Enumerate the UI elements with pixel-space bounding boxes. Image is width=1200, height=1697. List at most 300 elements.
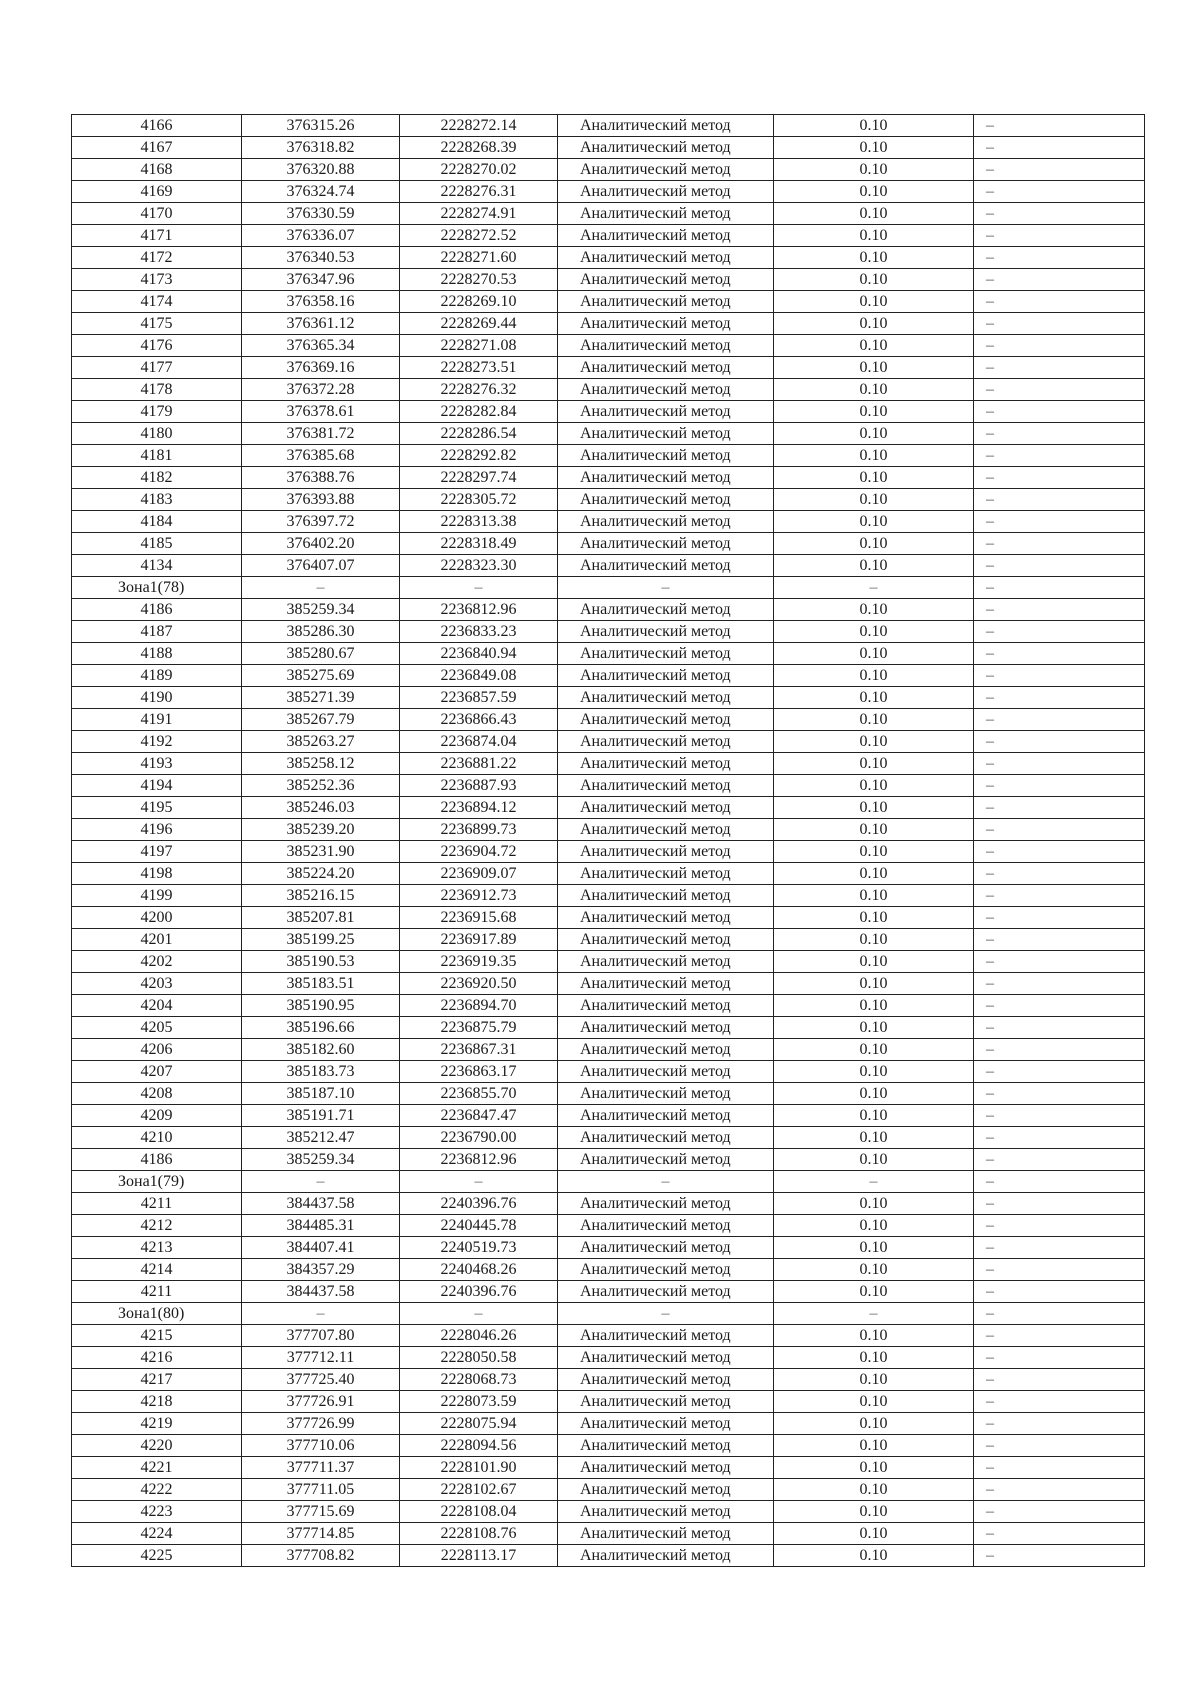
method-cell: Аналитический метод xyxy=(558,1369,774,1391)
method-cell: – xyxy=(558,577,774,599)
y-coordinate-cell: 2228273.51 xyxy=(400,357,558,379)
method-cell: – xyxy=(558,1303,774,1325)
point-number-cell: 4217 xyxy=(72,1369,242,1391)
x-coordinate-cell: 385190.53 xyxy=(242,951,400,973)
point-number-cell: 4218 xyxy=(72,1391,242,1413)
description-cell: – xyxy=(974,1545,1145,1567)
method-cell: Аналитический метод xyxy=(558,907,774,929)
y-coordinate-cell: 2228271.08 xyxy=(400,335,558,357)
method-cell: Аналитический метод xyxy=(558,1259,774,1281)
y-coordinate-cell: 2236857.59 xyxy=(400,687,558,709)
description-cell: – xyxy=(974,225,1145,247)
method-cell: Аналитический метод xyxy=(558,1215,774,1237)
point-number-cell: Зона1(80) xyxy=(72,1303,242,1325)
point-number-cell: 4179 xyxy=(72,401,242,423)
point-number-cell: 4192 xyxy=(72,731,242,753)
x-coordinate-cell: 384437.58 xyxy=(242,1193,400,1215)
accuracy-cell: 0.10 xyxy=(774,313,974,335)
method-cell: Аналитический метод xyxy=(558,1105,774,1127)
x-coordinate-cell: 376365.34 xyxy=(242,335,400,357)
y-coordinate-cell: 2236881.22 xyxy=(400,753,558,775)
x-coordinate-cell: 376320.88 xyxy=(242,159,400,181)
method-cell: Аналитический метод xyxy=(558,335,774,357)
point-number-cell: Зона1(78) xyxy=(72,577,242,599)
x-coordinate-cell: 385231.90 xyxy=(242,841,400,863)
description-cell: – xyxy=(974,1215,1145,1237)
accuracy-cell: 0.10 xyxy=(774,115,974,137)
accuracy-cell: 0.10 xyxy=(774,511,974,533)
accuracy-cell: 0.10 xyxy=(774,247,974,269)
description-cell: – xyxy=(974,1479,1145,1501)
accuracy-cell: 0.10 xyxy=(774,1391,974,1413)
x-coordinate-cell: 376378.61 xyxy=(242,401,400,423)
point-number-cell: 4198 xyxy=(72,863,242,885)
accuracy-cell: 0.10 xyxy=(774,555,974,577)
x-coordinate-cell: 376318.82 xyxy=(242,137,400,159)
table-row xyxy=(72,1325,1145,1347)
accuracy-cell: 0.10 xyxy=(774,1215,974,1237)
table-row xyxy=(72,225,1145,247)
point-number-cell: 4200 xyxy=(72,907,242,929)
method-cell: Аналитический метод xyxy=(558,753,774,775)
point-number-cell: 4167 xyxy=(72,137,242,159)
method-cell: Аналитический метод xyxy=(558,621,774,643)
method-cell: Аналитический метод xyxy=(558,863,774,885)
accuracy-cell: 0.10 xyxy=(774,533,974,555)
x-coordinate-cell: 377712.11 xyxy=(242,1347,400,1369)
table-row xyxy=(72,1545,1145,1567)
x-coordinate-cell: 385212.47 xyxy=(242,1127,400,1149)
x-coordinate-cell: 385199.25 xyxy=(242,929,400,951)
description-cell: – xyxy=(974,423,1145,445)
point-number-cell: 4166 xyxy=(72,115,242,137)
accuracy-cell: 0.10 xyxy=(774,291,974,313)
x-coordinate-cell: 376358.16 xyxy=(242,291,400,313)
point-number-cell: 4186 xyxy=(72,1149,242,1171)
y-coordinate-cell: 2236894.70 xyxy=(400,995,558,1017)
accuracy-cell: 0.10 xyxy=(774,1149,974,1171)
description-cell: – xyxy=(974,643,1145,665)
x-coordinate-cell: 376369.16 xyxy=(242,357,400,379)
point-number-cell: 4189 xyxy=(72,665,242,687)
table-row xyxy=(72,269,1145,291)
description-cell: – xyxy=(974,159,1145,181)
table-row xyxy=(72,863,1145,885)
description-cell: – xyxy=(974,379,1145,401)
x-coordinate-cell: 377725.40 xyxy=(242,1369,400,1391)
x-coordinate-cell: 377714.85 xyxy=(242,1523,400,1545)
y-coordinate-cell: 2228050.58 xyxy=(400,1347,558,1369)
x-coordinate-cell: 376347.96 xyxy=(242,269,400,291)
table-row xyxy=(72,1501,1145,1523)
accuracy-cell: 0.10 xyxy=(774,1325,974,1347)
description-cell: – xyxy=(974,753,1145,775)
method-cell: Аналитический метод xyxy=(558,841,774,863)
method-cell: Аналитический метод xyxy=(558,929,774,951)
accuracy-cell: 0.10 xyxy=(774,841,974,863)
description-cell: – xyxy=(974,269,1145,291)
y-coordinate-cell: 2228270.02 xyxy=(400,159,558,181)
y-coordinate-cell: 2228270.53 xyxy=(400,269,558,291)
accuracy-cell: 0.10 xyxy=(774,1501,974,1523)
description-cell: – xyxy=(974,841,1145,863)
method-cell: Аналитический метод xyxy=(558,599,774,621)
y-coordinate-cell: 2236867.31 xyxy=(400,1039,558,1061)
description-cell: – xyxy=(974,1061,1145,1083)
description-cell: – xyxy=(974,467,1145,489)
table-row xyxy=(72,115,1145,137)
method-cell: Аналитический метод xyxy=(558,1281,774,1303)
method-cell: Аналитический метод xyxy=(558,709,774,731)
x-coordinate-cell: 384437.58 xyxy=(242,1281,400,1303)
description-cell: – xyxy=(974,1435,1145,1457)
table-row xyxy=(72,181,1145,203)
accuracy-cell: 0.10 xyxy=(774,687,974,709)
table-row xyxy=(72,995,1145,1017)
y-coordinate-cell: 2228282.84 xyxy=(400,401,558,423)
accuracy-cell: 0.10 xyxy=(774,203,974,225)
y-coordinate-cell: 2236909.07 xyxy=(400,863,558,885)
accuracy-cell: 0.10 xyxy=(774,1017,974,1039)
method-cell: Аналитический метод xyxy=(558,225,774,247)
method-cell: Аналитический метод xyxy=(558,1523,774,1545)
accuracy-cell: 0.10 xyxy=(774,1259,974,1281)
x-coordinate-cell: 385280.67 xyxy=(242,643,400,665)
y-coordinate-cell: 2236790.00 xyxy=(400,1127,558,1149)
y-coordinate-cell: 2228102.67 xyxy=(400,1479,558,1501)
description-cell: – xyxy=(974,951,1145,973)
point-number-cell: 4214 xyxy=(72,1259,242,1281)
x-coordinate-cell: 376397.72 xyxy=(242,511,400,533)
y-coordinate-cell: 2228272.52 xyxy=(400,225,558,247)
y-coordinate-cell: 2228276.32 xyxy=(400,379,558,401)
table-row xyxy=(72,1259,1145,1281)
table-row xyxy=(72,841,1145,863)
table-row xyxy=(72,797,1145,819)
accuracy-cell: 0.10 xyxy=(774,907,974,929)
description-cell: – xyxy=(974,1523,1145,1545)
point-number-cell: 4205 xyxy=(72,1017,242,1039)
method-cell: Аналитический метод xyxy=(558,1457,774,1479)
accuracy-cell: 0.10 xyxy=(774,1435,974,1457)
point-number-cell: 4177 xyxy=(72,357,242,379)
accuracy-cell: 0.10 xyxy=(774,775,974,797)
x-coordinate-cell: – xyxy=(242,1171,400,1193)
table-row xyxy=(72,1391,1145,1413)
x-coordinate-cell: 385258.12 xyxy=(242,753,400,775)
description-cell: – xyxy=(974,907,1145,929)
point-number-cell: 4220 xyxy=(72,1435,242,1457)
accuracy-cell: 0.10 xyxy=(774,599,974,621)
y-coordinate-cell: 2236919.35 xyxy=(400,951,558,973)
point-number-cell: 4168 xyxy=(72,159,242,181)
x-coordinate-cell: 385271.39 xyxy=(242,687,400,709)
point-number-cell: 4182 xyxy=(72,467,242,489)
accuracy-cell: 0.10 xyxy=(774,335,974,357)
accuracy-cell: 0.10 xyxy=(774,819,974,841)
y-coordinate-cell: 2236875.79 xyxy=(400,1017,558,1039)
x-coordinate-cell: 384357.29 xyxy=(242,1259,400,1281)
y-coordinate-cell: 2228046.26 xyxy=(400,1325,558,1347)
description-cell: – xyxy=(974,1391,1145,1413)
x-coordinate-cell: 376315.26 xyxy=(242,115,400,137)
table-row xyxy=(72,1369,1145,1391)
table-row xyxy=(72,907,1145,929)
point-number-cell: 4224 xyxy=(72,1523,242,1545)
method-cell: Аналитический метод xyxy=(558,511,774,533)
description-cell: – xyxy=(974,1413,1145,1435)
y-coordinate-cell: 2240519.73 xyxy=(400,1237,558,1259)
method-cell: Аналитический метод xyxy=(558,973,774,995)
accuracy-cell: 0.10 xyxy=(774,445,974,467)
description-cell: – xyxy=(974,1347,1145,1369)
description-cell: – xyxy=(974,599,1145,621)
point-number-cell: 4171 xyxy=(72,225,242,247)
y-coordinate-cell: – xyxy=(400,1171,558,1193)
method-cell: Аналитический метод xyxy=(558,775,774,797)
table-row xyxy=(72,643,1145,665)
accuracy-cell: 0.10 xyxy=(774,467,974,489)
accuracy-cell: 0.10 xyxy=(774,1127,974,1149)
accuracy-cell: 0.10 xyxy=(774,489,974,511)
method-cell: Аналитический метод xyxy=(558,885,774,907)
description-cell: – xyxy=(974,291,1145,313)
point-number-cell: 4196 xyxy=(72,819,242,841)
accuracy-cell: 0.10 xyxy=(774,1061,974,1083)
accuracy-cell: 0.10 xyxy=(774,951,974,973)
accuracy-cell: 0.10 xyxy=(774,621,974,643)
method-cell: Аналитический метод xyxy=(558,1501,774,1523)
accuracy-cell: 0.10 xyxy=(774,731,974,753)
table-row xyxy=(72,599,1145,621)
table-row xyxy=(72,159,1145,181)
y-coordinate-cell: 2228108.76 xyxy=(400,1523,558,1545)
point-number-cell: 4194 xyxy=(72,775,242,797)
description-cell: – xyxy=(974,863,1145,885)
point-number-cell: 4175 xyxy=(72,313,242,335)
point-number-cell: 4225 xyxy=(72,1545,242,1567)
description-cell: – xyxy=(974,577,1145,599)
table-row xyxy=(72,973,1145,995)
description-cell: – xyxy=(974,115,1145,137)
accuracy-cell: 0.10 xyxy=(774,929,974,951)
point-number-cell: 4216 xyxy=(72,1347,242,1369)
description-cell: – xyxy=(974,709,1145,731)
point-number-cell: Зона1(79) xyxy=(72,1171,242,1193)
table-row xyxy=(72,1083,1145,1105)
description-cell: – xyxy=(974,665,1145,687)
method-cell: Аналитический метод xyxy=(558,995,774,1017)
y-coordinate-cell: 2236863.17 xyxy=(400,1061,558,1083)
description-cell: – xyxy=(974,775,1145,797)
description-cell: – xyxy=(974,247,1145,269)
point-number-cell: 4207 xyxy=(72,1061,242,1083)
y-coordinate-cell: 2228113.17 xyxy=(400,1545,558,1567)
accuracy-cell: 0.10 xyxy=(774,665,974,687)
table-row xyxy=(72,1237,1145,1259)
y-coordinate-cell: 2240396.76 xyxy=(400,1281,558,1303)
description-cell: – xyxy=(974,731,1145,753)
accuracy-cell: 0.10 xyxy=(774,1523,974,1545)
table-row xyxy=(72,951,1145,973)
y-coordinate-cell: 2228272.14 xyxy=(400,115,558,137)
x-coordinate-cell: 376385.68 xyxy=(242,445,400,467)
y-coordinate-cell: 2236904.72 xyxy=(400,841,558,863)
point-number-cell: 4213 xyxy=(72,1237,242,1259)
point-number-cell: 4169 xyxy=(72,181,242,203)
x-coordinate-cell: 376330.59 xyxy=(242,203,400,225)
y-coordinate-cell: 2236912.73 xyxy=(400,885,558,907)
method-cell: Аналитический метод xyxy=(558,357,774,379)
x-coordinate-cell: 385196.66 xyxy=(242,1017,400,1039)
accuracy-cell: 0.10 xyxy=(774,379,974,401)
table-row xyxy=(72,423,1145,445)
y-coordinate-cell: 2228073.59 xyxy=(400,1391,558,1413)
y-coordinate-cell: 2228271.60 xyxy=(400,247,558,269)
table-row xyxy=(72,687,1145,709)
table-row xyxy=(72,775,1145,797)
x-coordinate-cell: 377707.80 xyxy=(242,1325,400,1347)
method-cell: Аналитический метод xyxy=(558,819,774,841)
y-coordinate-cell: 2236812.96 xyxy=(400,1149,558,1171)
y-coordinate-cell: 2228269.10 xyxy=(400,291,558,313)
point-number-cell: 4173 xyxy=(72,269,242,291)
method-cell: Аналитический метод xyxy=(558,137,774,159)
point-number-cell: 4201 xyxy=(72,929,242,951)
y-coordinate-cell: 2236899.73 xyxy=(400,819,558,841)
y-coordinate-cell: 2236812.96 xyxy=(400,599,558,621)
accuracy-cell: 0.10 xyxy=(774,995,974,1017)
point-number-cell: 4176 xyxy=(72,335,242,357)
point-number-cell: 4211 xyxy=(72,1193,242,1215)
description-cell: – xyxy=(974,973,1145,995)
point-number-cell: 4172 xyxy=(72,247,242,269)
point-number-cell: 4191 xyxy=(72,709,242,731)
table-row xyxy=(72,819,1145,841)
table-row xyxy=(72,445,1145,467)
table-row xyxy=(72,1039,1145,1061)
x-coordinate-cell: 376393.88 xyxy=(242,489,400,511)
table-row xyxy=(72,731,1145,753)
y-coordinate-cell: 2236855.70 xyxy=(400,1083,558,1105)
table-row xyxy=(72,291,1145,313)
point-number-cell: 4197 xyxy=(72,841,242,863)
description-cell: – xyxy=(974,1017,1145,1039)
method-cell: Аналитический метод xyxy=(558,1237,774,1259)
y-coordinate-cell: 2236874.04 xyxy=(400,731,558,753)
method-cell: Аналитический метод xyxy=(558,467,774,489)
point-number-cell: 4208 xyxy=(72,1083,242,1105)
x-coordinate-cell: – xyxy=(242,1303,400,1325)
accuracy-cell: 0.10 xyxy=(774,863,974,885)
table-row xyxy=(72,357,1145,379)
point-number-cell: 4180 xyxy=(72,423,242,445)
accuracy-cell: 0.10 xyxy=(774,1347,974,1369)
method-cell: Аналитический метод xyxy=(558,1039,774,1061)
y-coordinate-cell: 2240468.26 xyxy=(400,1259,558,1281)
method-cell: Аналитический метод xyxy=(558,1127,774,1149)
x-coordinate-cell: 385182.60 xyxy=(242,1039,400,1061)
x-coordinate-cell: 384485.31 xyxy=(242,1215,400,1237)
table-row xyxy=(72,335,1145,357)
y-coordinate-cell: 2236894.12 xyxy=(400,797,558,819)
method-cell: Аналитический метод xyxy=(558,203,774,225)
method-cell: Аналитический метод xyxy=(558,1193,774,1215)
table-row xyxy=(72,1413,1145,1435)
method-cell: Аналитический метод xyxy=(558,555,774,577)
y-coordinate-cell: 2228297.74 xyxy=(400,467,558,489)
x-coordinate-cell: 385246.03 xyxy=(242,797,400,819)
x-coordinate-cell: 385252.36 xyxy=(242,775,400,797)
description-cell: – xyxy=(974,1259,1145,1281)
point-number-cell: 4185 xyxy=(72,533,242,555)
y-coordinate-cell: 2228108.04 xyxy=(400,1501,558,1523)
table-body xyxy=(72,115,1145,1567)
x-coordinate-cell: 385183.73 xyxy=(242,1061,400,1083)
y-coordinate-cell: 2236917.89 xyxy=(400,929,558,951)
method-cell: Аналитический метод xyxy=(558,489,774,511)
description-cell: – xyxy=(974,1325,1145,1347)
x-coordinate-cell: 377726.91 xyxy=(242,1391,400,1413)
x-coordinate-cell: 385216.15 xyxy=(242,885,400,907)
point-number-cell: 4183 xyxy=(72,489,242,511)
method-cell: Аналитический метод xyxy=(558,445,774,467)
method-cell: Аналитический метод xyxy=(558,1545,774,1567)
accuracy-cell: – xyxy=(774,1171,974,1193)
y-coordinate-cell: 2240396.76 xyxy=(400,1193,558,1215)
accuracy-cell: – xyxy=(774,1303,974,1325)
accuracy-cell: 0.10 xyxy=(774,1457,974,1479)
y-coordinate-cell: 2236915.68 xyxy=(400,907,558,929)
y-coordinate-cell: 2228075.94 xyxy=(400,1413,558,1435)
accuracy-cell: 0.10 xyxy=(774,973,974,995)
method-cell: Аналитический метод xyxy=(558,313,774,335)
description-cell: – xyxy=(974,819,1145,841)
y-coordinate-cell: 2236840.94 xyxy=(400,643,558,665)
accuracy-cell: 0.10 xyxy=(774,423,974,445)
y-coordinate-cell: 2228274.91 xyxy=(400,203,558,225)
point-number-cell: 4212 xyxy=(72,1215,242,1237)
table-row xyxy=(72,1105,1145,1127)
x-coordinate-cell: 385286.30 xyxy=(242,621,400,643)
x-coordinate-cell: 385239.20 xyxy=(242,819,400,841)
zone-header-row xyxy=(72,577,1145,599)
method-cell: – xyxy=(558,1171,774,1193)
method-cell: Аналитический метод xyxy=(558,269,774,291)
description-cell: – xyxy=(974,1237,1145,1259)
x-coordinate-cell: 377711.05 xyxy=(242,1479,400,1501)
description-cell: – xyxy=(974,1083,1145,1105)
point-number-cell: 4221 xyxy=(72,1457,242,1479)
table-row xyxy=(72,665,1145,687)
description-cell: – xyxy=(974,511,1145,533)
accuracy-cell: 0.10 xyxy=(774,643,974,665)
table-row xyxy=(72,1479,1145,1501)
x-coordinate-cell: 376336.07 xyxy=(242,225,400,247)
method-cell: Аналитический метод xyxy=(558,401,774,423)
y-coordinate-cell: 2240445.78 xyxy=(400,1215,558,1237)
method-cell: Аналитический метод xyxy=(558,1479,774,1501)
table-row xyxy=(72,885,1145,907)
y-coordinate-cell: 2228305.72 xyxy=(400,489,558,511)
accuracy-cell: 0.10 xyxy=(774,753,974,775)
y-coordinate-cell: 2236849.08 xyxy=(400,665,558,687)
point-number-cell: 4199 xyxy=(72,885,242,907)
x-coordinate-cell: 376361.12 xyxy=(242,313,400,335)
point-number-cell: 4188 xyxy=(72,643,242,665)
point-number-cell: 4193 xyxy=(72,753,242,775)
y-coordinate-cell: 2236866.43 xyxy=(400,709,558,731)
